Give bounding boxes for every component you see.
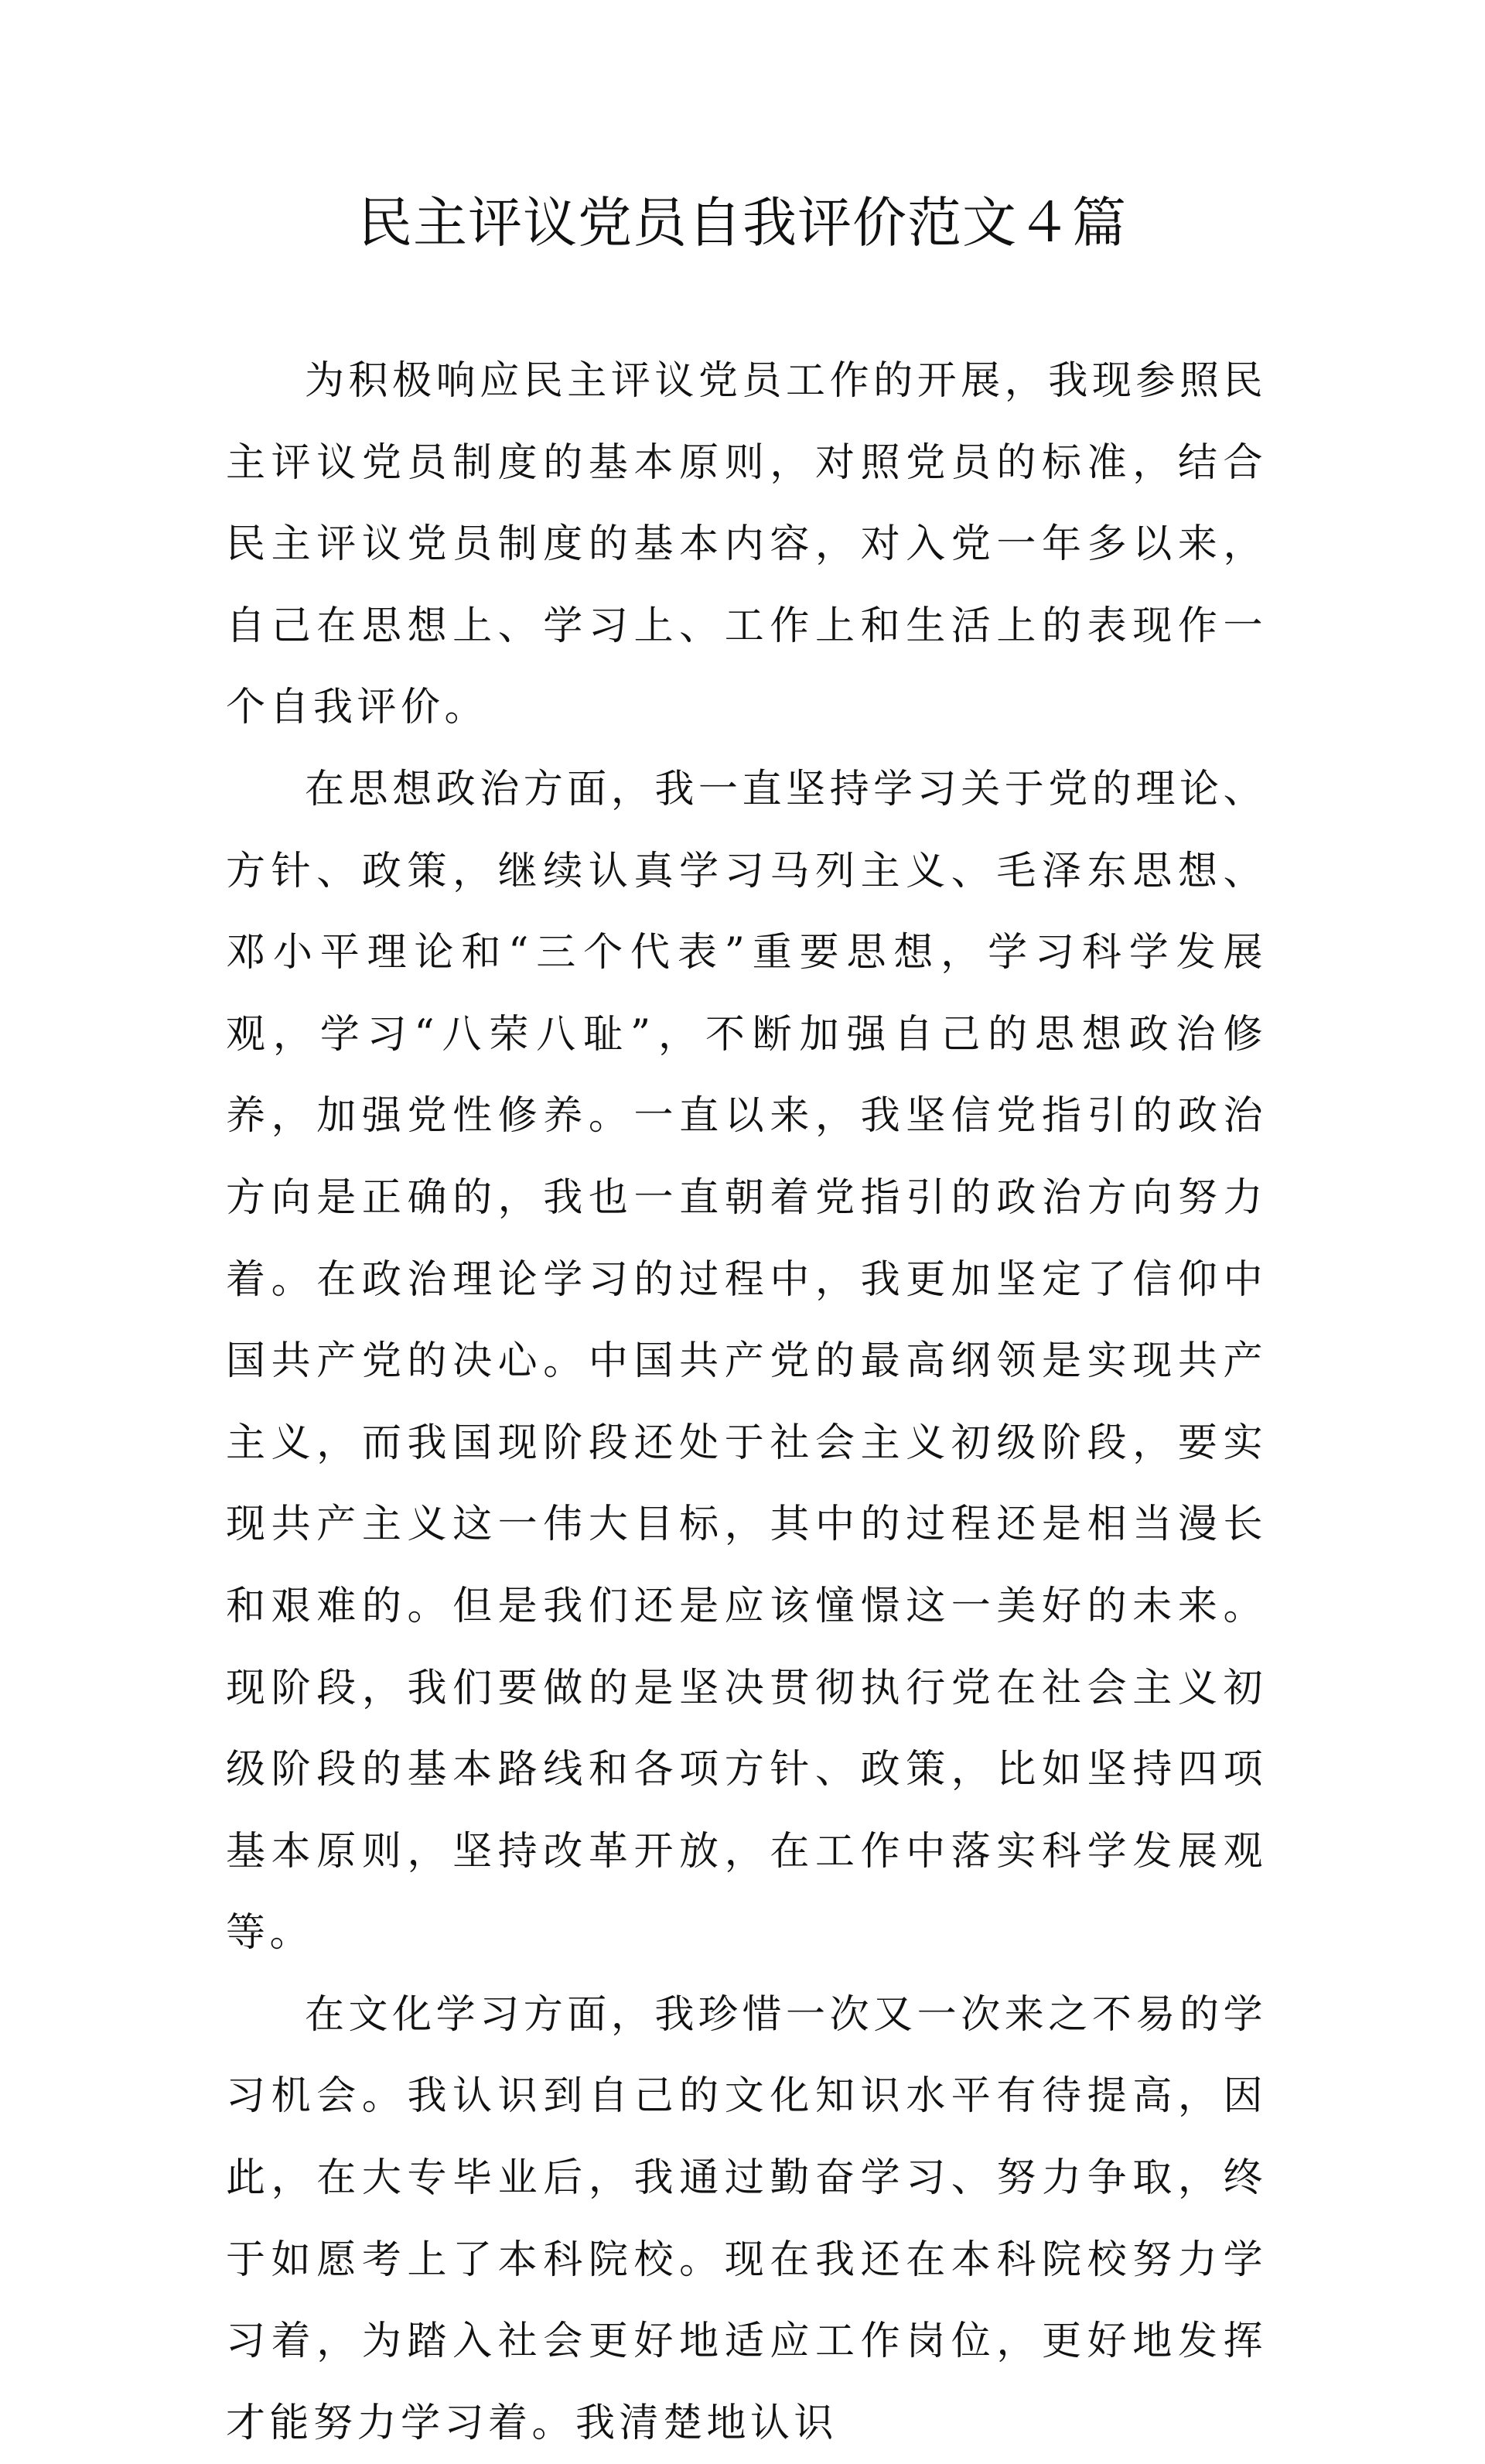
document-body (226, 340, 1267, 2464)
paragraph-political-thought: 在思想政治方面，我一直坚持学习关于党的理论、方针、政策，继续认真学习马列主义、毛泽东思想、邓小平理论和“三个代表”重要思想，学习科学发展观，学习“八荣八耻”，不断加强自己的思想政治修养，加强党性修养。一直以来，我坚信党指引的政治方向是正确的，我也一直朝着党指引的政治方向努力着。在政治理论学习的过程中，我更加坚定了信仰中国共产党的决心。中国共产党的最高纲领是实现共产主义，而我国现阶段还处于社会主义初级阶段，要实现共产主义这一伟大目标，其中的过程还是相当漫长和艰难的。但是我们还是应该憧憬这一美好的未来。现阶段，我们要做的是坚决贯彻执行党在社会主义初级阶段的基本路线和各项方针、政策，比如坚持四项基本原则，坚持改革开放，在工作中落实科学发展观等。 (226, 766, 1267, 1957)
paragraph-intro: 为积极响应民主评议党员工作的开展，我现参照民主评议党员制度的基本原则，对照党员的标准，结合民主评议党员制度的基本内容，对入党一年多以来，自己在思想上、学习上、工作上和生活上的表现作一个自我评价。 (226, 358, 1267, 731)
paragraph-cultural-study: 在文化学习方面，我珍惜一次又一次来之不易的学习机会。我认识到自己的文化知识水平有待提高，因此，在大专毕业后，我通过勤奋学习、努力争取，终于如愿考上了本科院校。现在我还在本科院校努力学习着，为踏入社会更好地适应工作岗位，更好地发挥才能努力学习着。我清楚地认识 (226, 1991, 1267, 2446)
document-title: 民主评议党员自我评价范文４篇 (358, 191, 1127, 255)
